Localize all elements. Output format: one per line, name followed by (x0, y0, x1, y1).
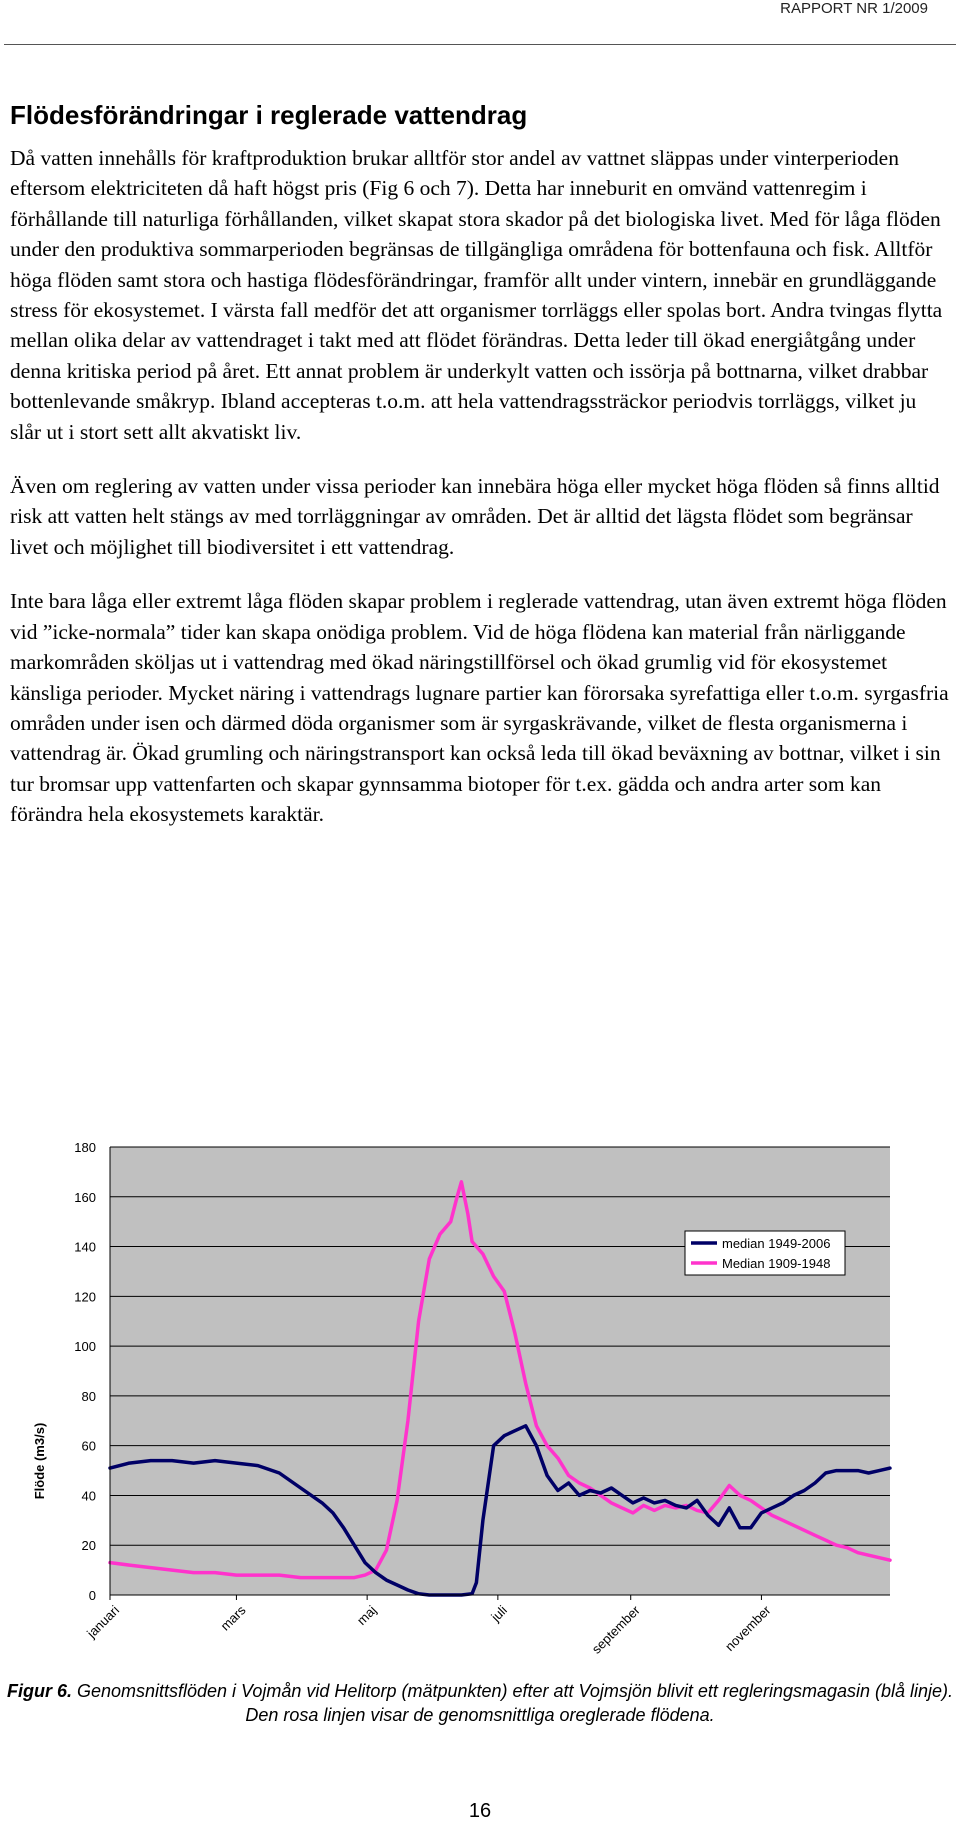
x-tick-label: juli (488, 1602, 510, 1625)
y-tick-label: 0 (88, 1588, 96, 1603)
plot-area (110, 1147, 890, 1595)
paragraph-2: Även om reglering av vatten under vissa perioder kan innebära höga eller mycket höga flöden så finns alltid risk att vatten helt stängs av med torrläggningar av områden. Det är alltid det lägsta flödet som begränsar livet och möjlighet till biodiversitet i ett vattendrag. (10, 474, 940, 559)
paragraph-3: Inte bara låga eller extremt låga flöden skapar problem i reglerade vattendrag, utan även extremt höga flöden vid ”icke-normala” tider kan skapa onödiga problem. Vid de höga flödena kan material från närliggande markområden sköljas ut i vattendrag med ökad näringstillförsel och ökad grumlig vid för ekosystemet känsliga perioder. Mycket näring i vattendrags lugnare partier kan förorsaka syrefattiga eller t.o.m. syrgasfria områden under isen och därmed döda organismer som är syrgaskrävande, vilket de flesta organismerna i vattendrag är. Ökad grumling och näringstransport kan också leda till ökad beväxning av bottnar, vilket i sin tur bromsar upp vattenfarten och skapar gynnsamma biotoper för t.ex. gädda och andra arter som kan förändra hela ekosystemets karaktär. (10, 589, 949, 827)
figure-caption-label: Figur 6. (6, 1681, 72, 1701)
paragraph-1: Då vatten innehålls för kraftproduktion brukar alltför stor andel av vattnet släppas under vinterperioden eftersom elektriciteten då haft högst pris (Fig 6 och 7). Detta har inneburit en omvänd vattenregim i förhållande till naturliga förhållanden, vilket skapat stora skador på det biologiska livet. Med för låga flöden under den produktiva sommarperioden begränsas de tillgängliga områdena för bottenfauna och fisk. Alltför höga flöden samt stora och hastiga flödesförändringar, framför allt under vintern, innebär en grundläggande stress för ekosystemet. I värsta fall medför det att organismer torrläggs eller spolas bort. Andra tvingas flytta mellan olika delar av vattendraget i takt med att flödet förändras. Detta leder till ökad energiåtgång under denna kritiska period på året. Ett annat problem är underkylt vatten och issörja på bottnarna, vilket drabbar bottenlevande småkryp. Ibland accepteras t.o.m. att hela vattendragssträckor periodvis torrläggs, vilket ju slår ut i stort sett allt akvatiskt liv. (10, 146, 943, 444)
y-tick-label: 60 (81, 1438, 96, 1454)
y-tick-labels (74, 1140, 96, 1603)
y-tick-label: 180 (74, 1140, 96, 1155)
legend-label: median 1949-2006 (722, 1236, 831, 1251)
y-tick-label: 140 (74, 1239, 96, 1255)
y-tick-label: 160 (74, 1189, 96, 1205)
y-tick-label: 120 (74, 1289, 96, 1305)
y-tick-label: 80 (81, 1388, 96, 1404)
flow-chart-svg (0, 1135, 960, 1695)
chart-legend (685, 1231, 845, 1275)
legend-label: Median 1909-1948 (722, 1256, 831, 1271)
x-tick-label: maj (353, 1602, 380, 1628)
y-tick-label: 40 (81, 1488, 96, 1504)
flow-chart (0, 1135, 960, 1695)
page-number: 16 (468, 1800, 492, 1822)
header-rule (4, 44, 956, 45)
figure-caption-text: Genomsnittsflöden i Vojmån vid Helitorp (mätpunkten) efter att Vojmsjön blivit ett regleringsmagasin (blå linje). Den rosa linjen visar de genomsnittliga oreglerade flödena. (71, 1681, 954, 1725)
y-tick-label: 100 (74, 1339, 96, 1355)
y-tick-label: 20 (81, 1538, 96, 1554)
y-axis-label: Flöde (m3/s) (32, 1422, 47, 1500)
x-tick-label: mars (217, 1602, 249, 1634)
x-tick-label: januari (83, 1602, 123, 1641)
x-tick-labels (83, 1595, 774, 1657)
running-header: RAPPORT NR 1/2009 (780, 0, 928, 17)
x-tick-label: september (588, 1602, 643, 1657)
x-tick-label: november (722, 1602, 774, 1655)
section-title: Flödesförändringar i reglerade vattendrag (10, 100, 528, 130)
figure-caption (0, 1679, 960, 1727)
body-text (10, 100, 950, 854)
